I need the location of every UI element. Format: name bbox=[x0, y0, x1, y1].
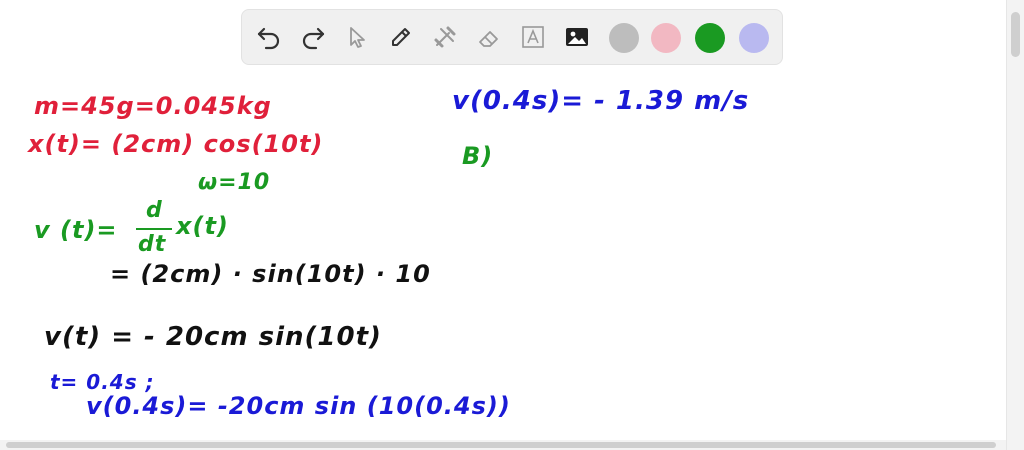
derivative-argument: x(t) bbox=[176, 212, 229, 240]
mass-line: m=45g=0.045kg bbox=[34, 92, 272, 120]
text-icon bbox=[519, 23, 547, 51]
horizontal-scroll-thumb[interactable] bbox=[6, 442, 996, 448]
color-swatch-green[interactable] bbox=[695, 23, 725, 53]
omega-line: ω=10 bbox=[198, 170, 271, 195]
velocity-result: v(0.4s)= - 1.39 m/s bbox=[452, 86, 750, 116]
derivative-denominator: dt bbox=[138, 232, 167, 257]
undo-button[interactable] bbox=[250, 18, 288, 56]
redo-button[interactable] bbox=[294, 18, 332, 56]
drawing-toolbar bbox=[241, 9, 783, 65]
eraser-button[interactable] bbox=[470, 18, 508, 56]
vertical-scroll-thumb[interactable] bbox=[1011, 12, 1020, 57]
tools-button[interactable] bbox=[426, 18, 464, 56]
eraser-icon bbox=[475, 23, 503, 51]
undo-icon bbox=[255, 23, 283, 51]
pen-button[interactable] bbox=[382, 18, 420, 56]
pen-icon bbox=[387, 23, 415, 51]
text-button[interactable] bbox=[514, 18, 552, 56]
redo-icon bbox=[299, 23, 327, 51]
select-button[interactable] bbox=[338, 18, 376, 56]
image-button[interactable] bbox=[558, 18, 596, 56]
derivative-step: = (2cm) · sin(10t) · 10 bbox=[110, 260, 431, 288]
derivative-numerator: d bbox=[146, 198, 163, 223]
fraction-bar bbox=[136, 228, 172, 230]
velocity-equation: v(t) = - 20cm sin(10t) bbox=[44, 322, 382, 352]
velocity-derivative-prefix: v (t)= bbox=[34, 216, 118, 244]
horizontal-scrollbar[interactable] bbox=[0, 440, 1006, 450]
vertical-scrollbar[interactable] bbox=[1006, 0, 1024, 450]
image-icon bbox=[563, 23, 591, 51]
pointer-icon bbox=[343, 23, 371, 51]
color-swatch-pink[interactable] bbox=[651, 23, 681, 53]
color-swatch-gray[interactable] bbox=[609, 23, 639, 53]
position-equation: x(t)= (2cm) cos(10t) bbox=[28, 130, 324, 158]
part-b-label: B) bbox=[462, 142, 494, 170]
tools-icon bbox=[431, 23, 459, 51]
color-swatch-lavender[interactable] bbox=[739, 23, 769, 53]
time-value: t= 0.4s ; bbox=[50, 370, 155, 394]
velocity-at-time: v(0.4s)= -20cm sin (10(0.4s)) bbox=[86, 392, 511, 420]
